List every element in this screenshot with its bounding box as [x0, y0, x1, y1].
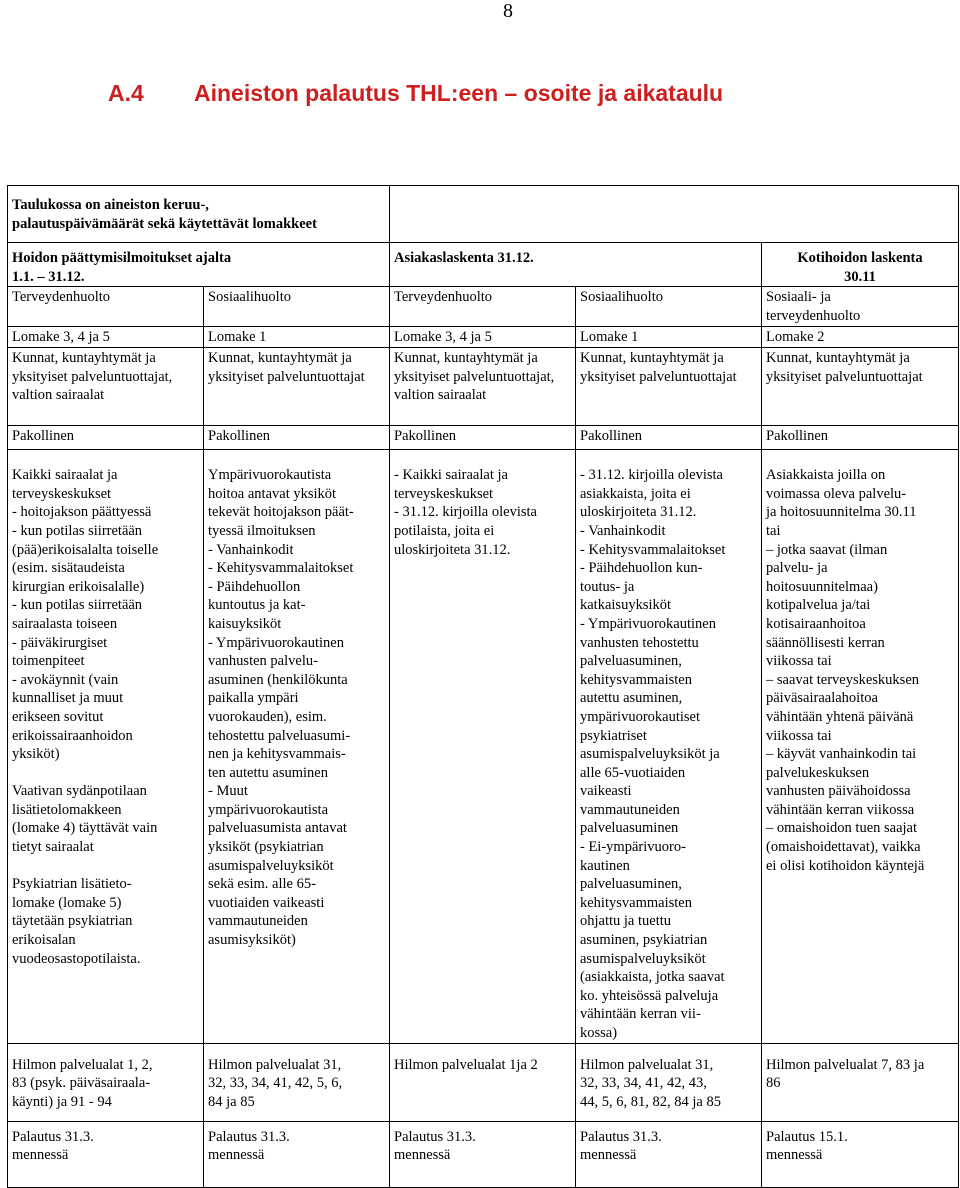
hilmon-cell: Hilmon palvelualat 31, 32, 33, 34, 41, 42, 5, 6, 84 ja 85 [204, 1043, 390, 1121]
mandatory-cell: Pakollinen [762, 426, 959, 450]
provider-cell: Kunnat, kuntayhtymät ja yksityiset palveluntuottajat [576, 348, 762, 426]
section-title: Aineiston palautus THL:een – osoite ja aikataulu [194, 80, 724, 106]
hilmon-cell: Hilmon palvelualat 1, 2, 83 (psyk. päiväsairaala- käynti) ja 91 - 94 [8, 1043, 204, 1121]
mandatory-cell: Pakollinen [8, 426, 204, 450]
sector-row [8, 287, 959, 327]
provider-cell: Kunnat, kuntayhtymät ja yksityiset palveluntuottajat, valtion sairaalat [390, 348, 576, 426]
hilmon-cell: Hilmon palvelualat 31, 32, 33, 34, 41, 42, 43, 44, 5, 6, 81, 82, 84 ja 85 [576, 1043, 762, 1121]
schedule-table [7, 185, 959, 1188]
group-kotihoito: Kotihoidon laskenta 30.11 [762, 243, 959, 287]
scope-cell: Kaikki sairaalat ja terveyskeskukset - hoitojakson päättyessä - kun potilas siirretään (pää)erikoisalalta toiselle (esim. sisätaudeista kirurgian erikoisalalle) - kun potilas siirretään sairaalasta toiseen - päiväkirurgiset toimenpiteet - avokäynnit (vain kunnalliset ja muut erikseen sovitut erikoissairaanhoidon yksiköt) Vaativan sydänpotilaan lisätietolomakkeen (lomake 4) täyttävät vain tietyt sairaalat Psykiatrian lisätieto- lomake (lomake 5) täytetään psykiatrian erikoisalan vuodeosastopotilaista. [8, 450, 204, 1043]
hilmon-cell: Hilmon palvelualat 7, 83 ja 86 [762, 1043, 959, 1121]
deadline-cell: Palautus 31.3. mennessä [204, 1121, 390, 1187]
group-hilmo: Hoidon päättymisilmoitukset ajalta 1.1. – 31.12. [8, 243, 390, 287]
sector-cell: Sosiaali- ja terveydenhuolto [762, 287, 959, 327]
deadline-cell: Palautus 31.3. mennessä [8, 1121, 204, 1187]
group-asiakaslaskenta: Asiakaslaskenta 31.12. [390, 243, 762, 287]
scope-cell: - 31.12. kirjoilla olevista asiakkaista, joita ei uloskirjoiteta 31.12. - Vanhainkodit - Kehitysvammalaitokset - Päihdehuollon kun- toutus- ja katkaisuyksiköt - Ympärivuorokautinen vanhusten tehostettu palveluasuminen, kehitysvammaisten autettu asuminen, ympärivuorokautiset psykiatriset asumispalveluyksiköt ja alle 65-vuotiaiden vaikeasti vammautuneiden palveluasuminen - Ei-ympärivuoro- kautinen palveluasuminen, kehitysvammaisten ohjattu ja tuettu asuminen, psykiatrian asumispalveluyksiköt (asiakkaista, jotka saavat ko. yhteisössä palveluja vähintään kerran vii- kossa) [576, 450, 762, 1043]
sector-cell: Sosiaalihuolto [576, 287, 762, 327]
hilmon-row [8, 1043, 959, 1121]
mandatory-cell: Pakollinen [390, 426, 576, 450]
form-cell: Lomake 1 [204, 327, 390, 348]
form-cell: Lomake 2 [762, 327, 959, 348]
scope-row [8, 450, 959, 1043]
mandatory-cell: Pakollinen [576, 426, 762, 450]
section-number: A.4 [108, 80, 144, 106]
scope-cell: - Kaikki sairaalat ja terveyskeskukset - 31.12. kirjoilla olevista potilaista, joita ei uloskirjoiteta 31.12. [390, 450, 576, 1043]
form-cell: Lomake 1 [576, 327, 762, 348]
deadline-cell: Palautus 15.1. mennessä [762, 1121, 959, 1187]
section-heading [108, 80, 723, 107]
mandatory-row [8, 426, 959, 450]
intro-cell: Taulukossa on aineiston keruu-, palautuspäivämäärät sekä käytettävät lomakkeet [8, 186, 390, 243]
sector-cell: Terveydenhuolto [8, 287, 204, 327]
provider-row [8, 348, 959, 426]
scope-cell: Asiakkaista joilla on voimassa oleva palvelu- ja hoitosuunnitelma 30.11 tai – jotka saavat (ilman palvelu- ja hoitosuunnitelmaa) kotipalvelua ja/tai kotisairaanhoitoa säännöllisesti kerran viikossa tai – saavat terveyskeskuksen päiväsairaalahoitoa vähintään yhtenä päivänä viikossa tai – käyvät vanhainkodin tai palvelukeskuksen vanhusten päivähoidossa vähintään kerran viikossa – omaishoidon tuen saajat (omaishoidettavat), vaikka ei olisi kotihoidon käyntejä [762, 450, 959, 1043]
intro-row [8, 186, 959, 243]
sector-cell: Sosiaalihuolto [204, 287, 390, 327]
form-row [8, 327, 959, 348]
form-cell: Lomake 3, 4 ja 5 [390, 327, 576, 348]
mandatory-cell: Pakollinen [204, 426, 390, 450]
group-row [8, 243, 959, 287]
provider-cell: Kunnat, kuntayhtymät ja yksityiset palveluntuottajat [204, 348, 390, 426]
deadline-cell: Palautus 31.3. mennessä [390, 1121, 576, 1187]
provider-cell: Kunnat, kuntayhtymät ja yksityiset palveluntuottajat, valtion sairaalat [8, 348, 204, 426]
intro-empty-cell [390, 186, 959, 243]
deadline-cell: Palautus 31.3. mennessä [576, 1121, 762, 1187]
form-cell: Lomake 3, 4 ja 5 [8, 327, 204, 348]
page-number: 8 [503, 0, 513, 22]
deadline-row [8, 1121, 959, 1187]
scope-cell: Ympärivuorokautista hoitoa antavat yksiköt tekevät hoitojakson päät- tyessä ilmoituksen - Vanhainkodit - Kehitysvammalaitokset - Päihdehuollon kuntoutus ja kat- kaisuyksiköt - Ympärivuorokautinen vanhusten palvelu- asuminen (henkilökunta paikalla ympäri vuorokauden), esim. tehostettu palveluasumi- nen ja kehitysvammais- ten autettu asuminen - Muut ympärivuorokautista palveluasumista antavat yksiköt (psykiatrian asumispalveluyksiköt sekä esim. alle 65- vuotiaiden vaikeasti vammautuneiden asumisyksiköt) [204, 450, 390, 1043]
provider-cell: Kunnat, kuntayhtymät ja yksityiset palveluntuottajat [762, 348, 959, 426]
hilmon-cell: Hilmon palvelualat 1ja 2 [390, 1043, 576, 1121]
sector-cell: Terveydenhuolto [390, 287, 576, 327]
